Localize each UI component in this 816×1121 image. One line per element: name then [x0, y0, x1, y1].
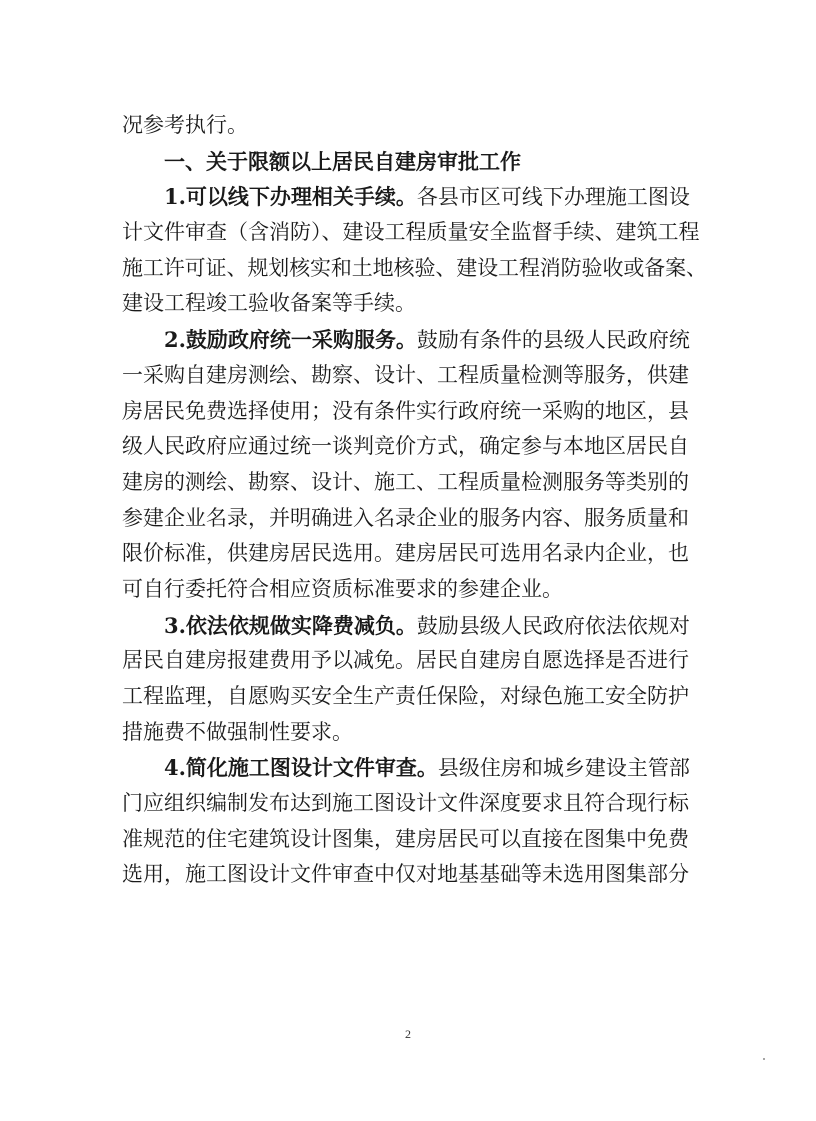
bold-lead: 3.依法依规做实降费减负。	[164, 612, 417, 638]
bold-lead: 4.简化施工图设计文件审查。	[164, 755, 438, 781]
text-line	[122, 826, 707, 853]
text-line	[122, 790, 707, 817]
line-text: 鼓励有条件的县级人民政府统	[416, 328, 690, 353]
text-line	[122, 576, 707, 603]
text-line	[122, 505, 707, 532]
line-text: 房居民免费选择使用；没有条件实行政府统一采购的地区，县	[122, 398, 689, 423]
line-text: 各县市区可线下办理施工图设	[416, 185, 690, 210]
line-text: 况参考执行。	[122, 113, 248, 137]
page-number: 2	[405, 1027, 411, 1041]
line-text: 措施费不做强制性要求。	[122, 719, 353, 744]
text-line	[122, 290, 707, 317]
line-text: 一采购自建房测绘、勘察、设计、工程质量检测等服务，供建	[122, 362, 689, 387]
line-text: 选用，施工图设计文件审查中仅对地基基础等未选用图集部分	[122, 862, 689, 887]
line-text: 居民自建房报建费用予以减免。居民自建房自愿选择是否进行	[122, 648, 689, 673]
section-heading	[122, 148, 707, 175]
line-text: 县级住房和城乡建设主管部	[437, 756, 690, 781]
line-text: 准规范的住宅建筑设计图集，建房居民可以直接在图集中免费	[122, 826, 689, 851]
document-body	[122, 112, 707, 897]
line-text: 计文件审查（含消防）、建设工程质量安全监督手续、建筑工程	[122, 220, 700, 245]
text-line	[122, 754, 707, 781]
text-line	[122, 112, 707, 139]
line-text: 参建企业名录，并明确进入名录企业的服务内容、服务质量和	[122, 505, 689, 530]
text-line	[122, 647, 707, 674]
text-line	[122, 861, 707, 888]
text-line	[122, 362, 707, 389]
line-text: 限价标准，供建房居民选用。建房居民可选用名录内企业，也	[122, 541, 689, 566]
line-text: 门应组织编制发布达到施工图设计文件深度要求且符合现行标	[122, 791, 689, 816]
line-text: 鼓励县级人民政府依法依规对	[416, 613, 690, 638]
text-line	[122, 255, 707, 282]
bold-lead: 2.鼓励政府统一采购服务。	[164, 327, 417, 353]
text-line	[122, 183, 707, 210]
line-text: 可自行委托符合相应资质标准要求的参建企业。	[122, 576, 563, 601]
text-line	[122, 219, 707, 246]
text-line	[122, 540, 707, 567]
line-text: 施工许可证、规划核实和土地核验、建设工程消防验收或备案、	[122, 255, 707, 280]
line-text: 工程监理，自愿购买安全生产责任保险，对绿色施工安全防护	[122, 684, 689, 708]
text-line	[122, 719, 707, 746]
text-line	[122, 433, 707, 460]
text-line	[122, 326, 707, 353]
text-line	[122, 683, 707, 710]
text-line	[122, 398, 707, 425]
line-text: 级人民政府应通过统一谈判竞价方式，确定参与本地区居民自	[122, 434, 689, 459]
text-line	[122, 612, 707, 639]
line-text: 建房的测绘、勘察、设计、施工、工程质量检测服务等类别的	[122, 469, 689, 494]
bold-lead: 一、关于限额以上居民自建房审批工作	[164, 148, 521, 174]
bold-lead: 1.可以线下办理相关手续。	[164, 184, 417, 210]
text-line	[122, 469, 707, 496]
line-text: 建设工程竣工验收备案等手续。	[122, 291, 416, 316]
scan-speck	[763, 1058, 765, 1060]
